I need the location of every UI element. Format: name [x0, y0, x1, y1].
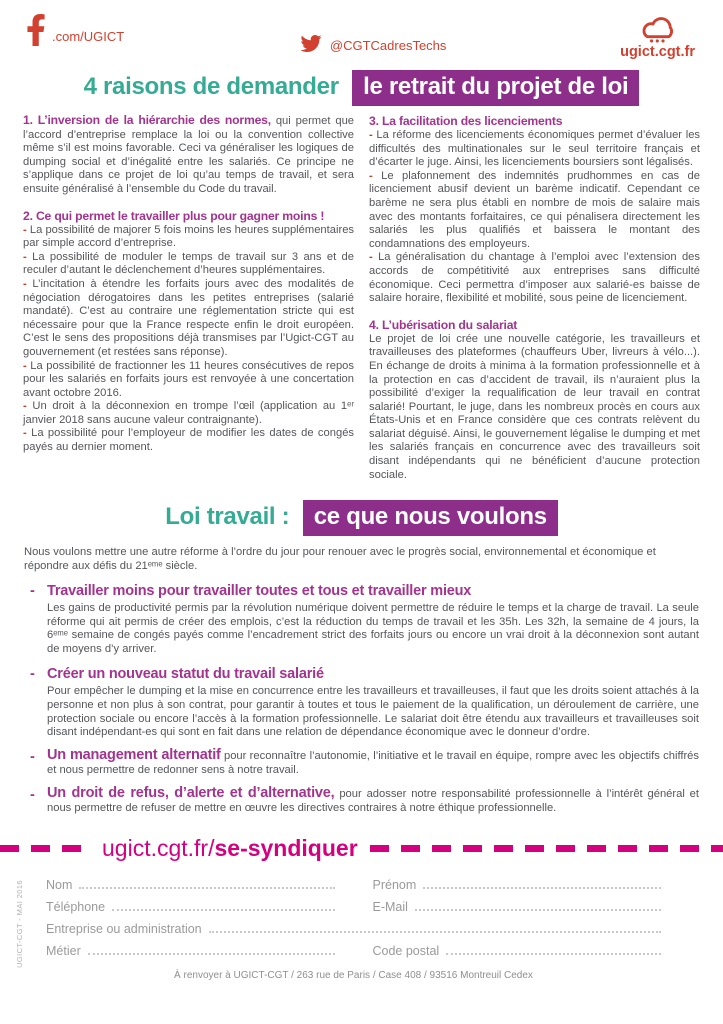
- dashed-line-left: [0, 845, 88, 852]
- page-title-highlight: le retrait du projet de loi: [352, 70, 639, 106]
- demand-dash: -: [30, 786, 35, 803]
- list-item: [369, 170, 700, 252]
- header: [0, 0, 723, 60]
- form-field-metier: [46, 944, 335, 958]
- demand-block: [0, 666, 723, 740]
- subscribe-url-prefix: ugict.cgt.fr/: [102, 835, 215, 862]
- metier-label: Métier: [46, 944, 81, 959]
- entreprise-input-line[interactable]: [209, 931, 661, 933]
- demand-body-text: pour reconnaître l’autonomie, l’initiative et le travail en équipe, rompre avec les objectifs chiffrés et nous permettre de redonner sens à notre travail.: [47, 750, 699, 777]
- code-postal-input-line[interactable]: [446, 953, 661, 955]
- column-right: [369, 112, 700, 482]
- demand-dash: -: [30, 749, 35, 766]
- page-title: [0, 70, 723, 106]
- form-field-entreprise: [46, 922, 661, 936]
- facebook-handle: .com/UGICT: [52, 29, 125, 44]
- reason-1-paragraph: [23, 114, 354, 197]
- list-item-text: La possibilité pour l’employeur de modifier les dates de congés payés au dernier moment.: [23, 427, 355, 454]
- nom-label: Nom: [46, 878, 73, 893]
- bullet-dash: -: [23, 277, 27, 290]
- membership-form: [0, 874, 723, 981]
- email-label: E-Mail: [372, 900, 408, 915]
- website-link[interactable]: [620, 13, 695, 60]
- bullet-dash: -: [369, 169, 373, 182]
- demand-heading: Un management alternatif: [47, 747, 221, 764]
- telephone-label: Téléphone: [46, 900, 106, 915]
- list-item-text: L’incitation à étendre les forfaits jours avec des modalités de négociation dérogatoires dans les petites entreprises (salarié mandaté). C’est au contraire une réglementation stricte qui est nécessaire pour que la France respecte enfin le droit européen. C’est le sens des propositions déjà transmises par l’Ugict-CGT au gouvernement (et restées sans réponse).: [23, 277, 354, 358]
- bullet-dash: -: [23, 400, 27, 413]
- code-postal-label: Code postal: [372, 944, 440, 959]
- bullet-dash: -: [23, 359, 27, 372]
- list-item-text: La réforme des licenciements économiques permet d’évaluer les difficultés des multinationales sur le seul territoire français et d’écarter le juge. Ainsi, les licenciements boursiers sont légalisés.: [369, 129, 701, 169]
- section-title-highlight: ce que nous voulons: [303, 500, 558, 536]
- subscribe-banner: [0, 835, 723, 862]
- reason-1-heading: 1. L’inversion de la hiérarchie des normes,: [23, 113, 271, 127]
- prenom-label: Prénom: [372, 878, 417, 893]
- section-title-lead: Loi travail :: [165, 503, 290, 531]
- form-field-telephone: [46, 900, 335, 914]
- demand-body-text: pour adosser notre responsabilité professionnelle à l’intérêt général et nous permettre de refuser de mettre en œuvre les directives contraires à notre éthique professionnelle.: [47, 787, 700, 814]
- twitter-handle: @CGTCadresTechs: [329, 38, 447, 53]
- dashed-line-right: [370, 845, 723, 852]
- reason-2-heading: 2. Ce qui permet le travailler plus pour gagner moins !: [23, 208, 325, 223]
- metier-input-line[interactable]: [88, 953, 335, 955]
- form-row: [46, 878, 661, 892]
- facebook-link[interactable]: [26, 13, 124, 47]
- cloud-icon: [635, 13, 681, 46]
- demand-heading: Un droit de refus, d’alerte et d’alternative,: [47, 784, 335, 801]
- reasons-columns: [0, 112, 723, 482]
- entreprise-label: Entreprise ou administration: [46, 922, 202, 937]
- demand-body: [47, 784, 700, 816]
- list-item-text: La généralisation du chantage à l’emploi avec l’extension des accords de compétitivité aux entreprises sans difficulté économique. Ceci permettra d’imposer aux salarié-es baisse de salaire horaire, flexibilité et mobilité, sous peine de licenciement.: [369, 251, 700, 305]
- demand-body: Les gains de productivité permis par la révolution numérique doivent permettre de réduire le temps et la charge de travail. La seule réforme qui ait permis de créer des emplois, c’est la réduction du temps de travail et les 35h. Les 32h, la semaine de 4 jours, la 6ᵉᵐᵉ semaine de congés payés comme l’encadrement strict des forfaits jours ou encore un vrai droit à la déconnexion sont autant de moyens d’y arriver.: [47, 601, 699, 656]
- list-item-text: La possibilité de majorer 5 fois moins les heures supplémentaires par simple accord d’entreprise.: [23, 223, 355, 250]
- form-row: [46, 900, 661, 914]
- demand-heading: Créer un nouveau statut du travail salarié: [47, 666, 324, 683]
- section-title: [0, 500, 723, 536]
- subscribe-url-bold: se-syndiquer: [214, 835, 358, 862]
- reason-4-body: Le projet de loi crée une nouvelle catégorie, les travailleurs et travailleuses des plateformes (chauffeurs Uber, livreurs à vélo...). En échange de droits à minima à la formation professionnelle et à la protection en cas d’accident de travail, ils n’auraient plus la possibilité d’exiger la requalification de leur travail en contrat salarié! Pourtant, le juge, dans les nombreux procès en cours aux États-Unis et en France considère que ces contrats relèvent du salariat déguisé. Ainsi, le gouvernement légalise le dumping et met les salariés français en concurrence avec des travailleurs soit disant indépendants qui ne bénéficient d’aucune protection sociale.: [369, 332, 700, 481]
- column-left: [23, 112, 354, 482]
- form-field-nom: [46, 878, 335, 892]
- list-item: [23, 360, 354, 401]
- intro-paragraph: Nous voulons mettre une autre réforme à l’ordre du jour pour renouer avec le progrès social, environnemental et économique et répondre aux défis du 21ᵉᵐᵉ siècle.: [24, 546, 656, 573]
- list-item-text: La possibilité de fractionner les 11 heures consécutives de repos pour les salariés en forfaits jours est renvoyée à une concertation avant octobre 2016.: [23, 359, 355, 399]
- reason-3-heading: 3. La facilitation des licenciements: [369, 114, 563, 128]
- list-item-text: Le plafonnement des indemnités prudhommes en cas de licenciement abusif devient un barème indicatif. Cependant ce barème ne sera plus établi en nombre de mois de salaire mais avec des montants forfaitaires, ce qui pénalisera directement les salariés les plus qualifiés et baissera le montant des condamnations des employeurs.: [369, 169, 701, 250]
- demand-block: [0, 583, 723, 657]
- twitter-link[interactable]: [298, 33, 447, 54]
- demand-body: Pour empêcher le dumping et la mise en concurrence entre les travailleurs et travailleuses, il faut que les droits soient attachés à la personne et non plus à son contrat, pour garantir à toutes et tous le paiement de la qualification, un déroulement de carrière, une protection sociale ou encore l’accès à la formation professionnelle. Le salariat doit être étendu aux travailleurs et travailleuses soit disant indépendant-es qui sont en fait dans une relation de dépendance économique avec le donneur d’ordre.: [47, 685, 699, 739]
- form-row: [46, 922, 661, 936]
- demand-dash: -: [30, 666, 35, 683]
- bullet-dash: -: [23, 223, 27, 236]
- prenom-input-line[interactable]: [423, 887, 661, 889]
- form-field-code-postal: [373, 944, 662, 958]
- demand-block: [0, 749, 723, 778]
- reason-1-body: qui permet que l’accord d’entreprise remplace la loi ou la convention collective même s’il est moins favorable. Ceci va généraliser les logiques de dumping social et d’inégalité entre les salariés. Ce principe ne s’applique dans ce projet de loi qu’au temps de travail, et sera ensuite généralisé à l’ensemble du Code du travail.: [23, 115, 355, 195]
- facebook-icon: [26, 13, 46, 47]
- list-item-text: Un droit à la déconnexion en trompe l’œil (application au 1ᵉʳ janvier 2018 sans aucune valeur contraignante).: [23, 400, 354, 426]
- list-item-text: La possibilité de moduler le temps de travail sur 3 ans et de reculer d’autant le déclenchement d’heures supplémentaires.: [23, 250, 355, 277]
- form-field-email: [373, 900, 662, 914]
- demand-block: [0, 784, 723, 816]
- reason-4-heading: 4. L’ubérisation du salariat: [369, 317, 518, 332]
- telephone-input-line[interactable]: [112, 909, 334, 911]
- page-title-lead: 4 raisons de demander: [83, 73, 339, 100]
- list-item: [369, 129, 700, 170]
- list-item: [23, 400, 354, 427]
- form-field-prenom: [373, 878, 662, 892]
- twitter-icon: [298, 33, 324, 54]
- bullet-dash: -: [369, 251, 373, 264]
- form-row: [46, 944, 661, 958]
- return-address: À renvoyer à UGICT-CGT / 263 rue de Paris / Case 408 / 93516 Montreuil Cedex: [174, 970, 533, 982]
- list-item: [23, 427, 354, 454]
- demand-dash: -: [30, 582, 35, 599]
- demand-heading: Travailler moins pour travailler toutes et tous et travailler mieux: [47, 582, 472, 599]
- website-label: ugict.cgt.fr: [620, 44, 696, 60]
- edition-note: UGICT-CGT - MAI 2016: [15, 880, 24, 969]
- nom-input-line[interactable]: [79, 887, 334, 889]
- bullet-dash: -: [23, 250, 27, 263]
- list-item: [23, 278, 354, 360]
- bullet-dash: -: [369, 129, 373, 141]
- subscribe-url[interactable]: [102, 835, 358, 862]
- email-input-line[interactable]: [415, 909, 661, 911]
- bullet-dash: -: [23, 427, 27, 440]
- demand-body: [47, 749, 699, 778]
- list-item: [23, 251, 354, 278]
- list-item: [369, 251, 700, 305]
- list-item: [23, 224, 354, 251]
